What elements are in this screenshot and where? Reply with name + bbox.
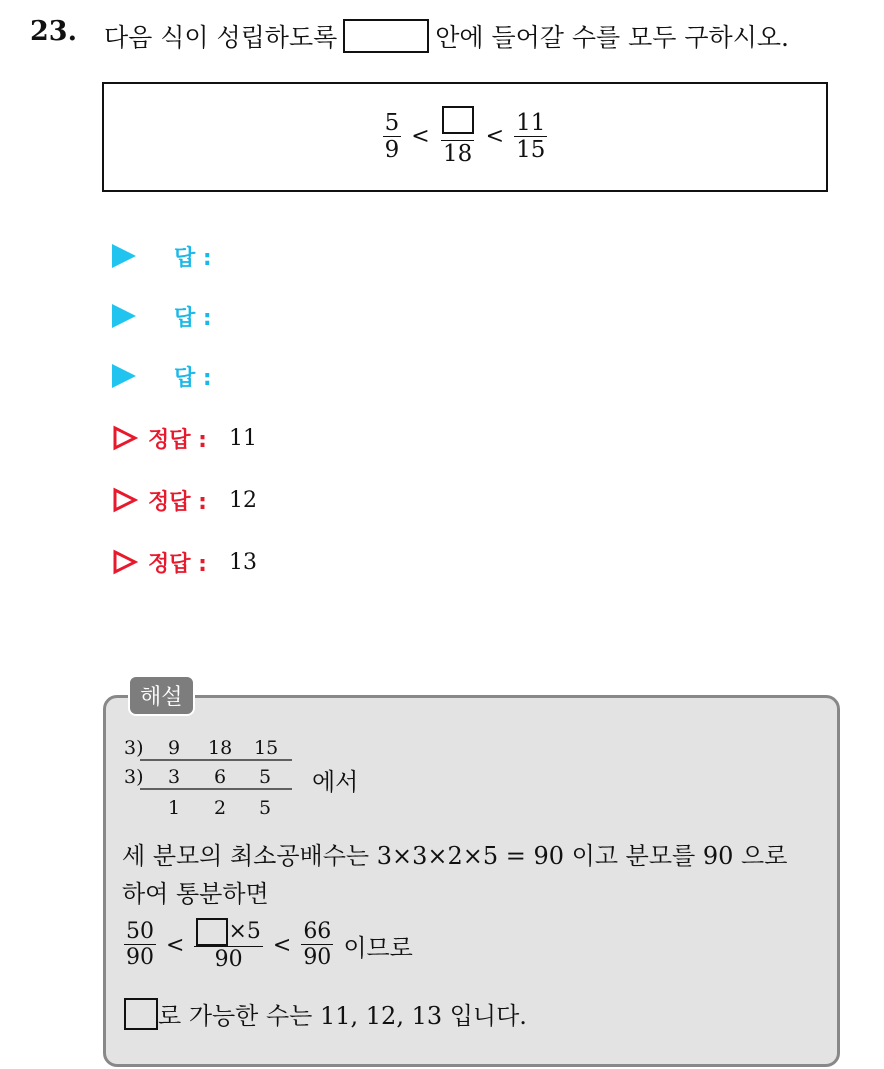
denominator: 15 bbox=[516, 136, 546, 163]
triangle-filled-icon bbox=[112, 304, 136, 328]
denominator: 90 bbox=[194, 946, 262, 972]
answer-row-2 bbox=[112, 298, 212, 334]
correct-answer-row-3 bbox=[112, 544, 257, 580]
blank-square bbox=[442, 106, 474, 134]
div-value: 18 bbox=[208, 737, 233, 759]
less-than-sign: < bbox=[411, 124, 430, 150]
triangle-filled-icon bbox=[112, 244, 136, 268]
denominator: 90 bbox=[303, 945, 332, 971]
numerator: 5 bbox=[384, 109, 400, 136]
fraction-66-90 bbox=[301, 920, 333, 970]
denominator: 18 bbox=[443, 141, 473, 168]
triangle-outline-icon bbox=[112, 425, 138, 451]
answer-label: 답 : bbox=[174, 305, 212, 331]
less-than-sign: < bbox=[272, 932, 292, 958]
ladder-division bbox=[120, 732, 320, 822]
correct-answer-value: 12 bbox=[228, 487, 257, 513]
less-than-sign: < bbox=[485, 124, 505, 150]
frac-suffix: 이므로 bbox=[343, 933, 413, 962]
answer-blank-box bbox=[343, 19, 429, 53]
fraction-5-9 bbox=[383, 111, 402, 164]
divisor: 3) bbox=[124, 737, 144, 759]
numerator: 50 bbox=[126, 918, 154, 944]
divisor: 3) bbox=[124, 766, 144, 788]
triangle-outline-icon bbox=[112, 487, 138, 513]
div-value: 9 bbox=[168, 737, 181, 759]
question-text-after: 안에 들어갈 수를 모두 구하시오. bbox=[435, 23, 789, 52]
answer-row-1 bbox=[112, 238, 212, 274]
numerator: 66 bbox=[303, 918, 332, 944]
solution-conclusion bbox=[124, 996, 527, 1031]
fraction-50-90 bbox=[124, 920, 156, 970]
denominator: 9 bbox=[384, 136, 400, 163]
solution-inequality bbox=[124, 918, 413, 972]
solution-line-1: 세 분모의 최소공배수는 3×3×2×5 = 90 이고 분모를 90 으로 bbox=[122, 842, 788, 870]
numerator-blank bbox=[440, 106, 476, 140]
blank-square bbox=[196, 918, 228, 946]
less-than-sign: < bbox=[166, 932, 185, 958]
correct-answer-value: 13 bbox=[228, 549, 257, 575]
denominator: 90 bbox=[126, 945, 154, 971]
times-five: ×5 bbox=[228, 919, 261, 944]
div-value: 5 bbox=[259, 766, 272, 788]
quotient: 1 bbox=[168, 797, 181, 819]
answer-row-3 bbox=[112, 358, 212, 394]
triangle-filled-icon bbox=[112, 364, 136, 388]
question-text-before: 다음 식이 성립하도록 bbox=[104, 23, 338, 52]
numerator bbox=[194, 918, 262, 946]
numerator: 11 bbox=[516, 109, 546, 136]
blank-square bbox=[124, 998, 158, 1030]
div-value: 3 bbox=[168, 766, 181, 788]
correct-answer-row-1 bbox=[112, 420, 257, 456]
question-text bbox=[104, 18, 789, 54]
correct-answer-value: 11 bbox=[228, 425, 257, 451]
inequality bbox=[104, 106, 826, 168]
equation-box bbox=[102, 82, 828, 192]
correct-answer-row-2 bbox=[112, 482, 257, 518]
div-value: 15 bbox=[254, 737, 279, 759]
correct-answer-label: 정답 : bbox=[148, 551, 207, 577]
div-suffix: 에서 bbox=[312, 768, 359, 796]
quotient: 2 bbox=[214, 797, 227, 819]
fraction-11-15 bbox=[514, 111, 547, 164]
triangle-outline-icon bbox=[112, 549, 138, 575]
correct-answer-label: 정답 : bbox=[148, 489, 207, 515]
conclusion-text: 로 가능한 수는 11, 12, 13 입니다. bbox=[158, 1002, 527, 1030]
correct-answer-label: 정답 : bbox=[148, 427, 207, 453]
solution-line-2: 하여 통분하면 bbox=[122, 880, 269, 908]
fraction-blank-18 bbox=[440, 106, 476, 168]
answer-label: 답 : bbox=[174, 365, 212, 391]
question-number: 23. bbox=[30, 16, 77, 47]
answer-label: 답 : bbox=[174, 245, 212, 271]
quotient: 5 bbox=[259, 797, 272, 819]
solution-tag: 해설 bbox=[128, 675, 195, 716]
div-value: 6 bbox=[214, 766, 227, 788]
fraction-blank-times5-90 bbox=[194, 918, 262, 972]
